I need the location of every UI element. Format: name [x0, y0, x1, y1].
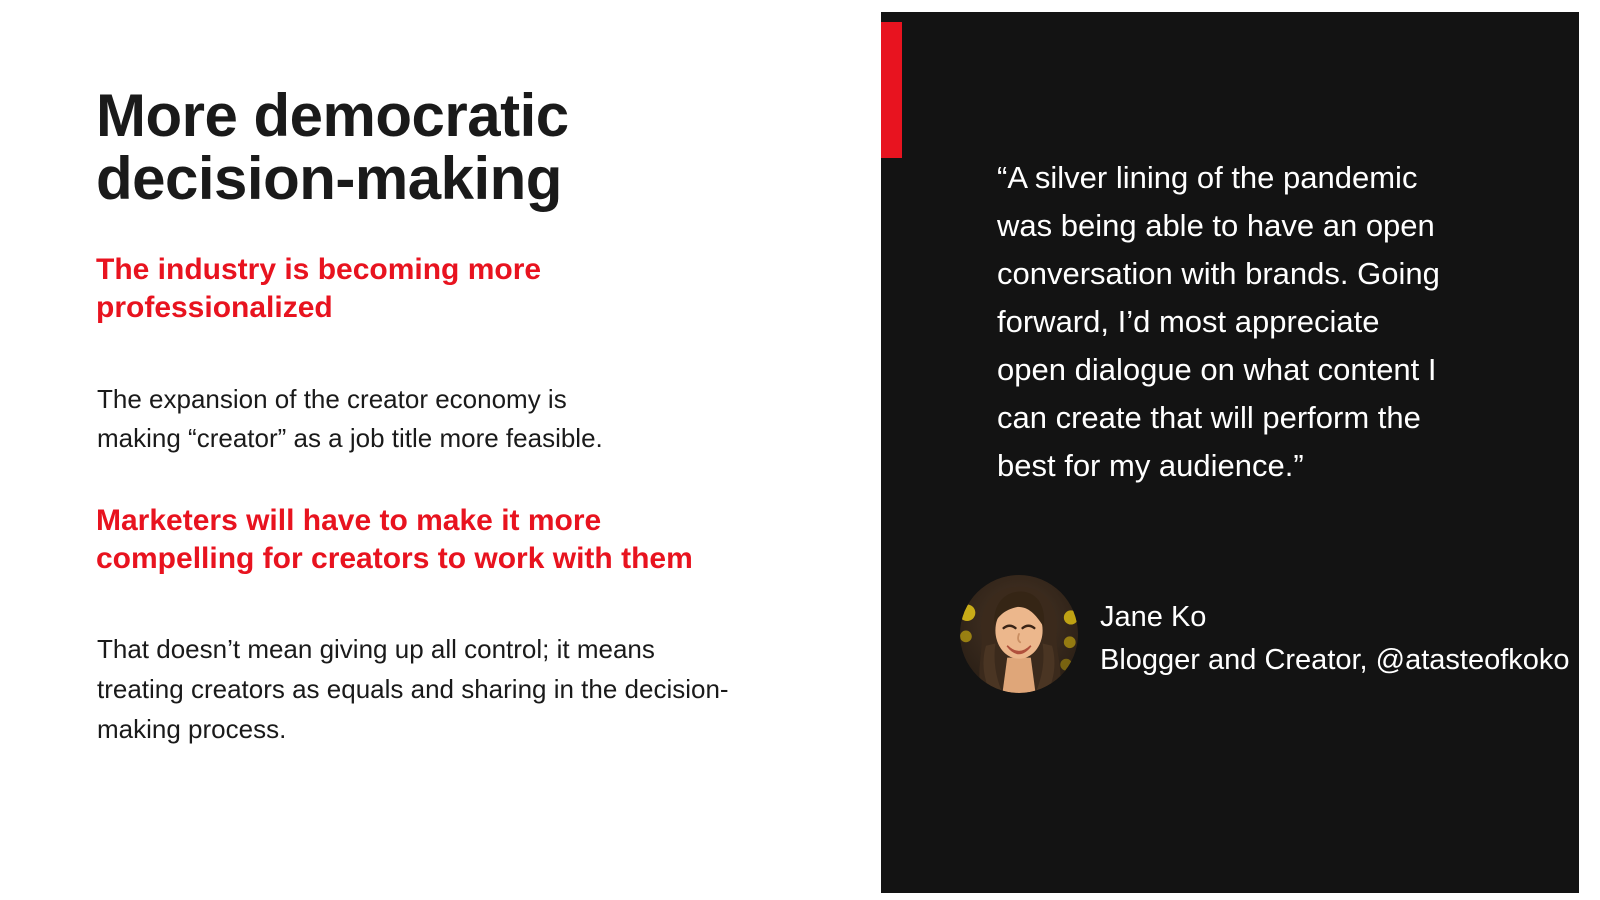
subheading-marketers-compelling: Marketers will have to make it more compelling for creators to work with them — [96, 504, 693, 575]
person-portrait-graphic — [960, 575, 1078, 693]
red-accent-bar — [881, 22, 902, 158]
quote-panel — [881, 12, 1579, 893]
slide-title: More democratic decision-making — [96, 82, 569, 212]
author-role: Blogger and Creator, @atasteofkoko — [1100, 644, 1570, 676]
body-creator-economy: The expansion of the creator economy is making “creator” as a job title more feasible. — [97, 384, 603, 453]
subheading-industry-professionalized: The industry is becoming more professionalized — [96, 253, 542, 324]
author-avatar — [960, 575, 1078, 693]
author-name: Jane Ko — [1100, 601, 1207, 633]
body-sharing-decision-process: That doesn’t mean giving up all control; it means treating creators as equals and sharing in the decision- making process. — [97, 634, 729, 744]
quote-text: “A silver lining of the pandemic was being able to have an open conversation with brands. Going forward, I’d most appreciate open dialogue on what content I can create that will perform the best for my audience.” — [997, 160, 1440, 483]
